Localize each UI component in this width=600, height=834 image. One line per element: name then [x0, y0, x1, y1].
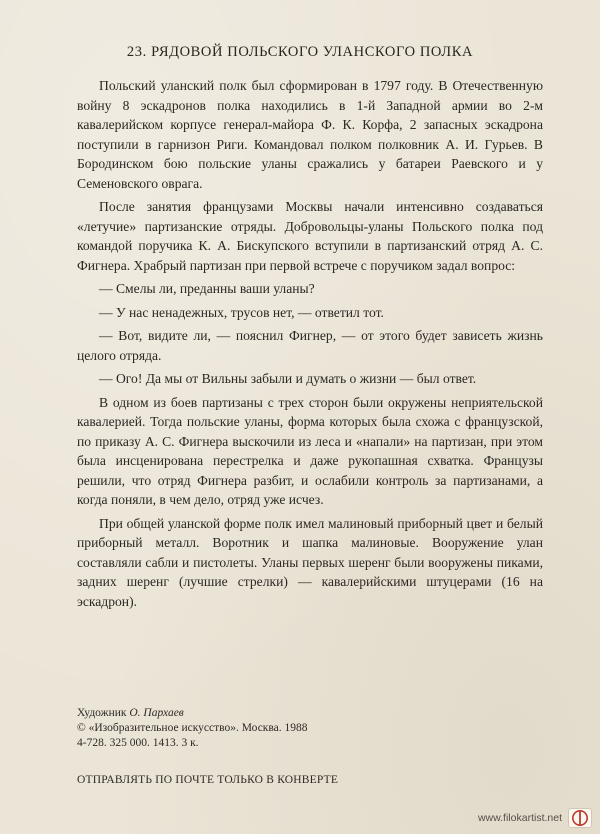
mail-instruction: ОТПРАВЛЯТЬ ПО ПОЧТЕ ТОЛЬКО В КОНВЕРТЕ	[77, 774, 339, 786]
artist-credit	[77, 706, 308, 721]
publisher-credit	[77, 721, 308, 736]
paragraph: — У нас ненадежных, трусов нет, — ответил тот.	[99, 304, 384, 320]
paragraph: — Ого! Да мы от Вильны забыли и думать о жизни — был ответ.	[99, 371, 477, 386]
article-body	[77, 76, 543, 615]
paragraph: Польский уланский полк был сформирован в 1797 году. В Отечественную войну 8 эскадронов полка находились в 1-й Западной армии во 2-м кавалерийском корпусе генерал-майора Ф. К. Корфа, 2 запасных эскадрона поступили в гарнизон Риги. Командовал полком полковник А. И. Гурьев. В Бородинском бою польские уланы сражались у батареи Раевского и у Семеновского оврага.	[77, 78, 543, 191]
artist-name: О. Пархаев	[129, 707, 184, 719]
paragraph: После занятия французами Москвы начали интенсивно создаваться «летучие» партизанские отряды. Добровольцы-уланы Польского полка под командой поручика К. А. Бискупского вступили в партизанский отряд А. С. Фигнера. Храбрый партизан при первой встрече с поручиком задал вопрос:	[77, 199, 543, 273]
paragraph: — Вот, видите ли, — пояснил Фигнер, — от этого будет зависеть жизнь целого отряда.	[77, 328, 543, 363]
page-title: 23. РЯДОВОЙ ПОЛЬСКОГО УЛАНСКОГО ПОЛКА	[126, 44, 474, 60]
print-info: 4-728. 325 000. 1413. 3 к.	[77, 737, 199, 749]
publisher-name: «Изобразительное искусство». Москва. 1988	[88, 722, 308, 734]
copyright-icon: ©	[77, 722, 86, 734]
paragraph: — Смелы ли, преданны ваши уланы?	[99, 281, 315, 296]
paragraph: В одном из боев партизаны с трех сторон были окружены неприятельской кавалерией. Тогда польские уланы, форма которых была схожа с французской, по приказу А. С. Фигнера выскочили из леса и «напали» на партизан, при этом была инсценирована перестрелка и даже рукопашная схватка. Французы решили, что отряд Фигнера разбит, и ослабили контроль за партизанами, а когда поняли, в чем дело, отряд уже исчез.	[77, 394, 543, 507]
filokartist-logo-icon	[568, 808, 592, 828]
watermark-url: www.filokartist.net	[477, 812, 562, 824]
credits-block	[77, 706, 308, 751]
artist-label: Художник	[77, 707, 127, 719]
paragraph: При общей уланской форме полк имел малиновый приборный цвет и белый приборный металл. Воротник и шапка малиновые. Вооружение улан составляли сабли и пистолеты. Уланы первых шеренг были вооружены пиками, задних шеренг (лучшие стрелки) — кавалерийскими штуцерами (16 на эскадрон).	[77, 515, 543, 609]
